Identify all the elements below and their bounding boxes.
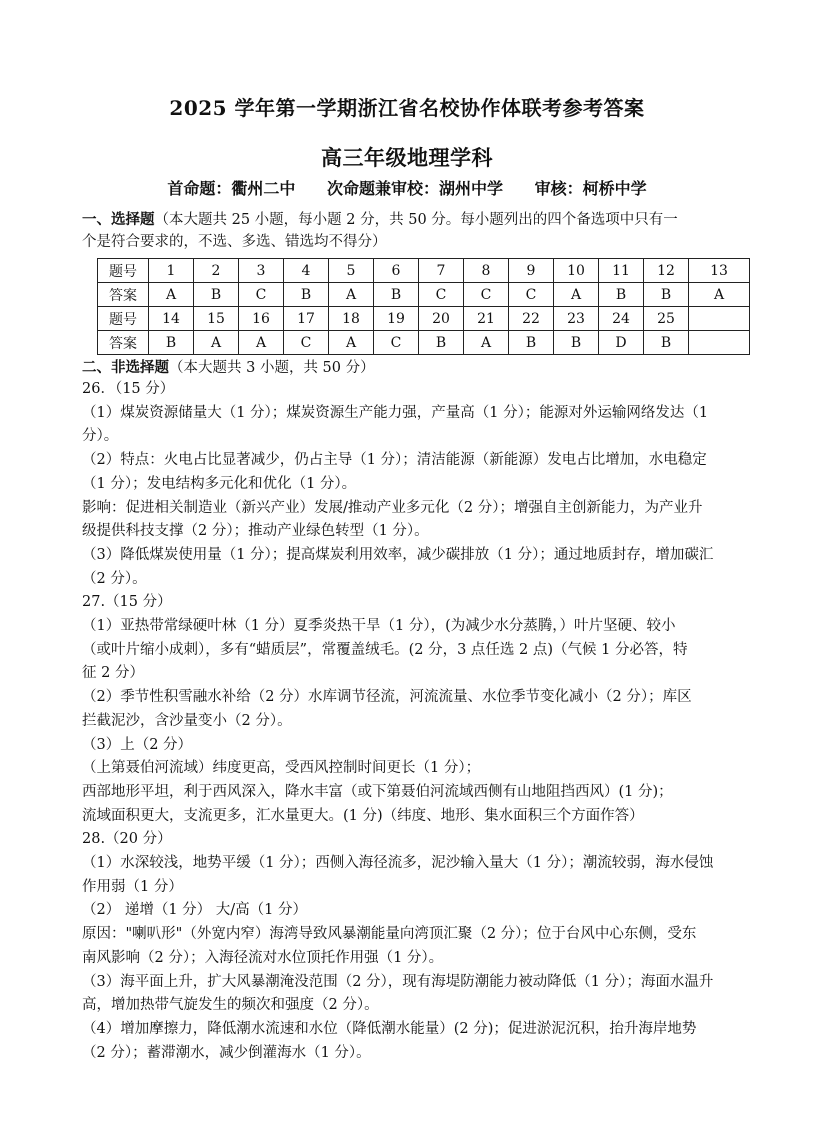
- question-row-label: 题号: [98, 259, 149, 283]
- answer-cell: B: [644, 331, 689, 355]
- answer-cell: A: [464, 331, 509, 355]
- question-number-cell: 6: [374, 259, 419, 283]
- answer-cell: A: [149, 283, 194, 307]
- answer-line: 28.（20 分）: [82, 831, 172, 848]
- question-number-cell: 1: [149, 259, 194, 283]
- answer-cell: C: [374, 331, 419, 355]
- subject-title: 高三年级地理学科: [321, 145, 493, 170]
- answer-line: 分）。: [82, 428, 119, 445]
- question-number-cell: 15: [194, 307, 239, 331]
- answer-line: 流域面积更大，支流更多，汇水量更大。(1 分)（纬度、地形、集水面积三个方面作答）: [82, 807, 644, 824]
- answer-cell: A: [329, 331, 374, 355]
- answer-line: 级提供科技支撑（2 分）；推动产业绿色转型（1 分）。: [82, 523, 429, 540]
- question-number-cell: 10: [554, 259, 599, 283]
- answer-row: [98, 331, 750, 355]
- answer-line: （3）上（2 分）: [82, 736, 193, 753]
- question-number-cell: 11: [599, 259, 644, 283]
- reviewer: 审核：柯桥中学: [534, 179, 647, 198]
- first-setter: 首命题：衢州二中: [167, 179, 296, 198]
- question-number-cell: 7: [419, 259, 464, 283]
- answer-line: （上第聂伯河流域）纬度更高，受西风控制时间更长（1 分）；: [82, 760, 481, 777]
- answer-line: （1）煤炭资源储量大（1 分）；煤炭资源生产能力强，产量高（1 分）；能源对外运输网络发达（1: [82, 404, 709, 421]
- answer-cell: B: [194, 283, 239, 307]
- question-number-cell: 4: [284, 259, 329, 283]
- question-number-cell: 24: [599, 307, 644, 331]
- question-number-cell: 23: [554, 307, 599, 331]
- answer-cell: A: [689, 283, 750, 307]
- answer-line: 作用弱（1 分）: [82, 878, 183, 895]
- answer-line: （1）亚热带常绿硬叶林（1 分）夏季炎热干旱（1 分），(为减少水分蒸腾，）叶片坚硬、较小: [82, 618, 676, 634]
- section2-desc: （本大题共 3 小题，共 50 分）: [169, 360, 375, 376]
- answer-cell: A: [329, 283, 374, 307]
- question-row-label: 题号: [98, 307, 149, 331]
- answer-line: （3）降低煤炭使用量（1 分）；提高煤炭利用效率，减少碳排放（1 分）；通过地质封存，增加碳汇: [82, 546, 714, 563]
- answer-cell: A: [194, 331, 239, 355]
- answer-row-label: 答案: [98, 331, 149, 355]
- answer-line: （2 分）。: [82, 570, 147, 587]
- section2-intro: [82, 356, 734, 380]
- answer-cell: C: [284, 331, 329, 355]
- answer-cell: C: [419, 283, 464, 307]
- answer-line: （2）季节性积雪融水补给（2 分）水库调节径流，河流流量、水位季节变化减小（2 分）；库区: [82, 689, 692, 706]
- question-number-cell: 2: [194, 259, 239, 283]
- question-number-cell: 17: [284, 307, 329, 331]
- committee-line: [0, 176, 814, 199]
- answer-line: （2） 递增（1 分） 大/高（1 分）: [82, 902, 307, 919]
- answer-line: （1 分）；发电结构多元化和优化（1 分）。: [82, 475, 357, 492]
- answer-line: 27.（15 分）: [82, 594, 172, 611]
- answer-table: [97, 258, 750, 355]
- answer-row-label: 答案: [98, 283, 149, 307]
- question-number-cell: [689, 307, 750, 331]
- answer-cell: B: [284, 283, 329, 307]
- question-number-cell: 19: [374, 307, 419, 331]
- question-number-cell: 9: [509, 259, 554, 283]
- question-number-cell: 25: [644, 307, 689, 331]
- answer-cell: D: [599, 331, 644, 355]
- answer-cell: B: [644, 283, 689, 307]
- answer-line: （3）海平面上升，扩大风暴潮淹没范围（2 分），现有海堤防潮能力被动降低（1 分）；海面水温升: [82, 973, 714, 990]
- answer-cell: B: [149, 331, 194, 355]
- question-number-cell: 14: [149, 307, 194, 331]
- section2-heading: 二、非选择题: [82, 359, 169, 376]
- question-number-cell: 13: [689, 259, 750, 283]
- question-number-cell: 22: [509, 307, 554, 331]
- section1-desc-1: （本大题共 25 小题，每小题 2 分，共 50 分。每小题列出的四个备选项中只有一: [154, 212, 678, 228]
- answer-cell: C: [509, 283, 554, 307]
- answer-cell: C: [239, 283, 284, 307]
- answer-cell: B: [599, 283, 644, 307]
- answer-row: [98, 283, 750, 307]
- answer-line: （2 分）；蓄滞潮水，减少倒灌海水（1 分）。: [82, 1044, 371, 1061]
- answer-cell: B: [554, 331, 599, 355]
- answer-line: 26．（15 分）: [82, 381, 175, 397]
- answer-cell: [689, 331, 750, 355]
- answer-cell: C: [464, 283, 509, 307]
- answer-line: 高，增加热带气旋发生的频次和强度（2 分）。: [82, 997, 379, 1014]
- question-number-cell: 21: [464, 307, 509, 331]
- question-number-cell: 16: [239, 307, 284, 331]
- answer-line: （4）增加摩擦力，降低潮水流速和水位（降低潮水能量）(2 分)；促进淤泥沉积，抬升海岸地势: [82, 1020, 697, 1037]
- question-number-cell: 8: [464, 259, 509, 283]
- answer-cell: B: [374, 283, 419, 307]
- question-number-cell: 5: [329, 259, 374, 283]
- answer-line: （或叶片缩小成刺），多有“蜡质层”，常覆盖绒毛。(2 分，3 点任选 2 点)（气候 1 分必答，特: [82, 641, 688, 658]
- answer-line: 西部地形平坦，利于西风深入，降水丰富（或下第聂伯河流域西侧有山地阻挡西风）(1 分)；: [82, 783, 673, 800]
- question-number-cell: 3: [239, 259, 284, 283]
- answer-line: 南风影响（2 分）；入海径流对水位顶托作用强（1 分）。: [82, 949, 444, 966]
- question-number-cell: 12: [644, 259, 689, 283]
- second-setter: 次命题兼审校：湖州中学: [326, 179, 503, 198]
- answer-line: 影响：促进相关制造业（新兴产业）发展/推动产业多元化（2 分）；增强自主创新能力，为产业升: [82, 499, 703, 516]
- question-row: [98, 307, 750, 331]
- answer-line: （2）特点：火电占比显著减少，仍占主导（1 分）；清洁能源（新能源）发电占比增加，水电稳定: [82, 452, 707, 469]
- answer-cell: A: [554, 283, 599, 307]
- section1-desc-2: 个是符合要求的，不选、多选、错选均不得分）: [82, 234, 387, 250]
- answer-cell: A: [239, 331, 284, 355]
- answer-line: 征 2 分）: [82, 665, 144, 682]
- question-number-cell: 20: [419, 307, 464, 331]
- answer-line: 拦截泥沙，含沙量变小（2 分）。: [82, 712, 292, 729]
- document-title: 2025 学年第一学期浙江省名校协作体联考参考答案: [169, 96, 645, 120]
- answer-cell: B: [509, 331, 554, 355]
- answer-cell: B: [419, 331, 464, 355]
- answer-line: 原因："喇叭形"（外宽内窄）海湾导致风暴潮能量向湾顶汇聚（2 分）；位于台风中心东侧，受东: [82, 926, 697, 943]
- question-row: [98, 259, 750, 283]
- question-number-cell: 18: [329, 307, 374, 331]
- section1-heading: 一、选择题: [82, 211, 155, 228]
- answer-line: （1）水深较浅，地势平缓（1 分）；西侧入海径流多，泥沙输入量大（1 分）；潮流较弱，海水侵蚀: [82, 855, 714, 871]
- section1-intro: [82, 208, 734, 232]
